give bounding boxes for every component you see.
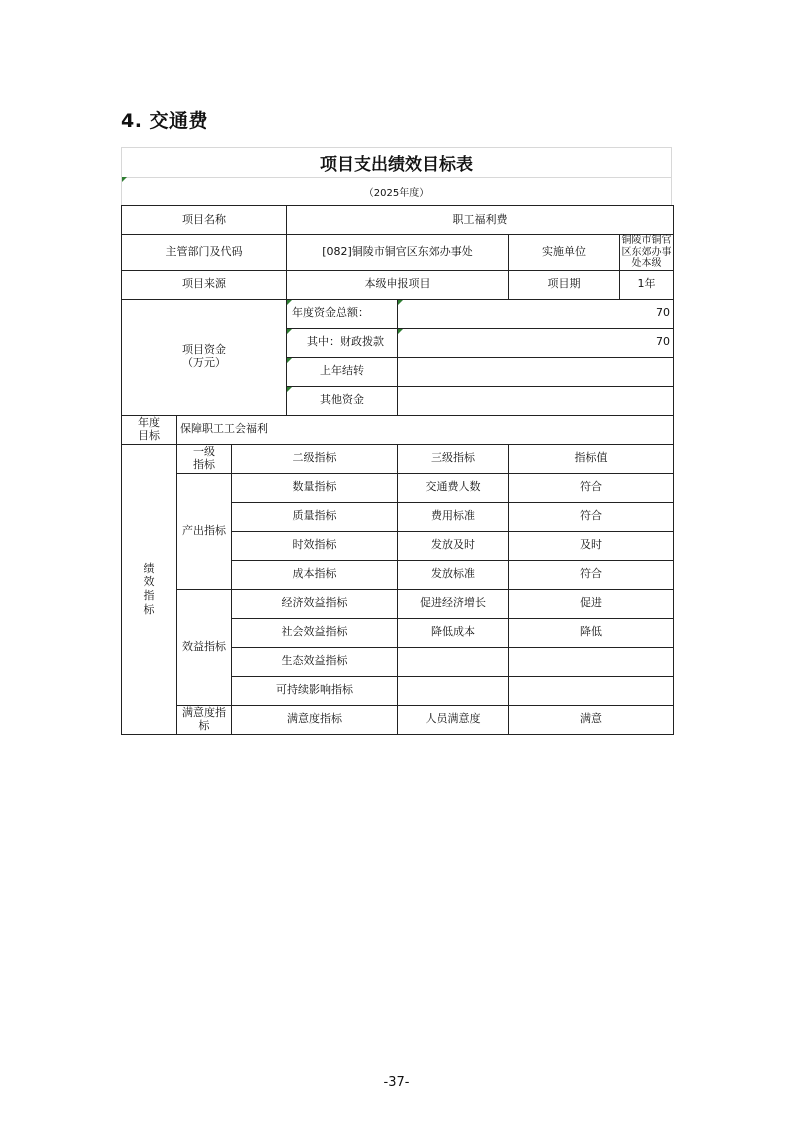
header-level2: 二级指标 xyxy=(232,444,398,473)
benefit-level2: 社会效益指标 xyxy=(232,618,398,647)
table-row xyxy=(122,270,674,299)
label-other xyxy=(287,386,398,415)
benefit-level3 xyxy=(398,647,509,676)
label-fiscal-text: 其中：财政拨款 xyxy=(307,335,385,349)
value-annual-total xyxy=(398,299,674,328)
table-row xyxy=(122,206,674,235)
benefit-value xyxy=(509,676,674,705)
benefit-level2: 可持续影响指标 xyxy=(232,676,398,705)
label-other-text: 其他资金 xyxy=(320,393,365,407)
output-level3: 发放标准 xyxy=(398,560,509,589)
cell-marker-icon xyxy=(398,300,403,305)
label-annual-goal-line2: 目标 xyxy=(138,428,160,442)
satisfaction-value: 满意 xyxy=(509,705,674,734)
year-label-text: （2025年度） xyxy=(363,188,430,199)
label-performance-char: 效 xyxy=(143,575,155,589)
value-fiscal-text: 70 xyxy=(656,335,671,349)
cell-marker-icon xyxy=(398,329,403,334)
value-annual-total-text: 70 xyxy=(656,306,671,320)
header-level1-line1: 一级 xyxy=(193,444,215,458)
value-dept: [082]铜陵市铜官区东郊办事处 xyxy=(287,235,509,271)
table-row xyxy=(122,589,674,618)
output-level3: 交通费人数 xyxy=(398,473,509,502)
year-label xyxy=(121,178,672,205)
table-row xyxy=(122,705,674,734)
table-row xyxy=(122,299,674,328)
label-carryover-text: 上年结转 xyxy=(320,364,365,378)
label-annual-total xyxy=(287,299,398,328)
cell-marker-icon xyxy=(287,300,292,305)
table-row xyxy=(122,444,674,473)
label-funds-text: 项目资金 xyxy=(182,343,226,357)
label-performance-char: 指 xyxy=(143,589,155,602)
table-row xyxy=(122,415,674,444)
benefit-value: 促进 xyxy=(509,589,674,618)
header-level1 xyxy=(177,444,232,473)
value-source: 本级申报项目 xyxy=(287,270,509,299)
label-satisfaction xyxy=(177,705,232,734)
label-output: 产出指标 xyxy=(177,473,232,589)
value-carryover xyxy=(398,357,674,386)
benefit-level3: 促进经济增长 xyxy=(398,589,509,618)
output-value: 符合 xyxy=(509,560,674,589)
value-impl-unit-line1: 铜陵市铜官区东郊办事 xyxy=(621,235,672,258)
value-other xyxy=(398,386,674,415)
page-number: -37- xyxy=(383,1075,410,1090)
label-period: 项目期 xyxy=(509,270,620,299)
cell-marker-icon xyxy=(287,358,292,363)
label-satisfaction-line2: 标 xyxy=(198,718,210,732)
table-title xyxy=(121,147,672,178)
benefit-level2: 生态效益指标 xyxy=(232,647,398,676)
value-impl-unit xyxy=(620,235,674,271)
output-value: 符合 xyxy=(509,502,674,531)
label-source: 项目来源 xyxy=(122,270,287,299)
table-row xyxy=(122,235,674,271)
header-value: 指标值 xyxy=(509,444,674,473)
output-level3: 发放及时 xyxy=(398,531,509,560)
benefit-value xyxy=(509,647,674,676)
benefit-value: 降低 xyxy=(509,618,674,647)
cell-marker-icon xyxy=(287,329,292,334)
value-project-name: 职工福利费 xyxy=(287,206,674,235)
value-annual-goal: 保障职工工会福利 xyxy=(177,415,674,444)
output-level3: 费用标准 xyxy=(398,502,509,531)
table-title-text: 项目支出绩效目标表 xyxy=(320,155,473,175)
label-performance-char: 绩 xyxy=(143,561,155,575)
value-period: 1年 xyxy=(620,270,674,299)
output-level2: 时效指标 xyxy=(232,531,398,560)
output-value: 符合 xyxy=(509,473,674,502)
benefit-level3: 降低成本 xyxy=(398,618,509,647)
label-satisfaction-line1: 满意度指 xyxy=(182,705,226,719)
label-performance xyxy=(122,444,177,734)
label-annual-total-text: 年度资金总额： xyxy=(292,306,370,320)
output-value: 及时 xyxy=(509,531,674,560)
value-fiscal xyxy=(398,328,674,357)
section-heading: 4. 交通费 xyxy=(121,110,209,132)
benefit-level3 xyxy=(398,676,509,705)
label-benefit: 效益指标 xyxy=(177,589,232,705)
label-annual-goal-line1: 年度 xyxy=(138,415,160,429)
output-level2: 质量指标 xyxy=(232,502,398,531)
label-funds xyxy=(122,299,287,415)
header-level1-line2: 指标 xyxy=(193,457,215,471)
label-impl-unit: 实施单位 xyxy=(509,235,620,271)
label-performance-char: 标 xyxy=(143,602,155,616)
satisfaction-level3: 人员满意度 xyxy=(398,705,509,734)
cell-marker-icon xyxy=(287,387,292,392)
value-impl-unit-line2: 处本级 xyxy=(631,258,662,269)
output-level2: 数量指标 xyxy=(232,473,398,502)
header-level3: 三级指标 xyxy=(398,444,509,473)
label-project-name: 项目名称 xyxy=(122,206,287,235)
label-funds-unit: （万元） xyxy=(182,356,226,369)
label-carryover xyxy=(287,357,398,386)
label-fiscal xyxy=(287,328,398,357)
output-level2: 成本指标 xyxy=(232,560,398,589)
label-dept: 主管部门及代码 xyxy=(122,235,287,271)
satisfaction-level2: 满意度指标 xyxy=(232,705,398,734)
table-row xyxy=(122,473,674,502)
label-annual-goal xyxy=(122,415,177,444)
performance-table xyxy=(121,205,674,735)
benefit-level2: 经济效益指标 xyxy=(232,589,398,618)
